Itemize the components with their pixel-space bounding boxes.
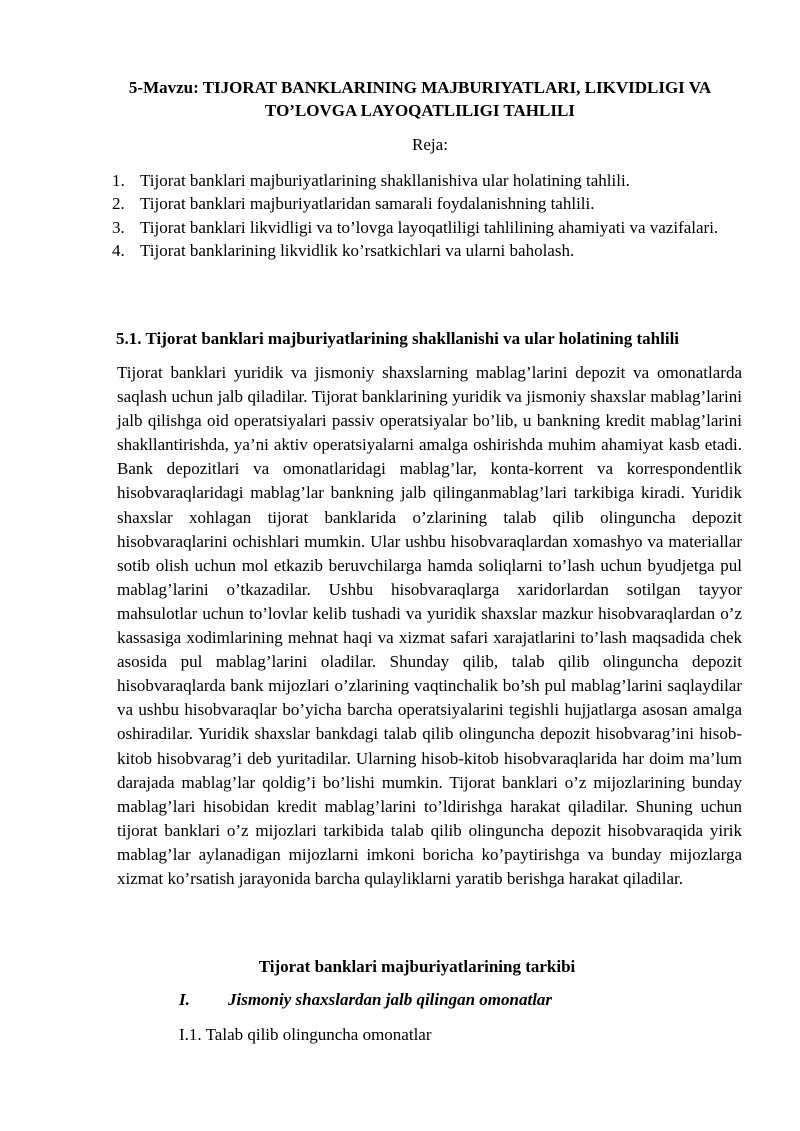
plan-list [112,169,742,263]
structure-item-number: I. [179,990,190,1009]
structure-subitem: I.1. Talab qilib olinguncha omonatlar [179,1025,432,1044]
plan-item [112,216,742,239]
plan-item-number: 4. [112,241,125,261]
plan-item-number: 2. [112,194,125,214]
plan-heading: Reja: [412,135,448,154]
document-title: 5-Mavzu: TIJORAT BANKLARINING MAJBURIYATLARI, LIKVIDLIGI VA TO’LOVGA LAYOQATLILIGI TAHLILI [128,78,712,120]
plan-item [112,192,742,215]
plan-item-text: Tijorat banklari likvidligi va to’lovga layoqatliligi tahlilining ahamiyati va vazifalari. [140,217,719,237]
plan-item-text: Tijorat banklari majburiyatlarining shakllanishiva ular holatining tahlili. [140,171,630,190]
plan-item [112,169,742,192]
section-heading: 5.1. Tijorat banklari majburiyatlarining shakllanishi va ular holatining tahlili [116,329,680,348]
plan-item-number: 1. [112,171,125,190]
structure-title: Tijorat banklari majburiyatlarining tarkibi [258,957,576,976]
structure-item-text: Jismoniy shaxslardan jalb qilingan omonatlar [228,990,553,1009]
structure-item [179,989,552,1011]
plan-item-text: Tijorat banklari majburiyatlaridan samarali foydalanishning tahlili. [140,194,595,214]
body-paragraph: Tijorat banklari yuridik va jismoniy shaxslarning mablag’larini depozit va omonatlarda saqlash uchun jalb qiladilar. Tijorat banklarining yuridik va jismoniy shaxslar mablag’larini jalb qilishga oid operatsiyalari passiv operatsiyalar bo’lib, u bankning kredit mablag’larini shakllantirishda, ya’ni aktiv operatsiyalarni amalga oshirishda muhim ahamiyat kasb etadi. Bank depozitlari va omonatlaridagi mablag’lar, konta-korrent va korrespondentlik hisobvaraqlaridagi mablag’lar bankning jalb qilinganmablag’lari tarkibiga kiradi. Yuridik shaxslar xohlagan tijorat banklarida o’zlarining talab qilib olinguncha depozit hisobvaraqlarini ochishlari mumkin. Ular ushbu hisobvaraqlardan xomashyo va materiallar sotib olish uchun mol etkazib beruvchilarga hamda soliqlarni to’lash uchun byudjetga pul mablag’larini o’tkazadilar. Ushbu hisobvaraqlarga xaridorlardan sotilgan tayyor mahsulotlar uchun to’lovlar kelib tushadi va yuridik shaxslar mazkur hisobvaraqlardan o’z kassasiga xodimlarining mehnat haqi va xizmat safari xarajatlarini to’lash maqsadida chek asosida pul mablag’larini oladilar. Shunday qilib, talab qilib olinguncha depozit hisobvaraqlarda bank mijozlari o’zlarining vaqtinchalik bo’sh pul mablag’larini saqlaydilar va ushbu hisobvaraqlar bo’yicha barcha operatsiyalarini tegishli hujjatlarga asosan amalga oshiradilar. Yuridik shaxslar bankdagi talab qilib olinguncha depozit hisobvarag’ini hisob-kitob hisobvarag’i deb yuritadilar. Ularning hisob-kitob hisobvaraqlarida har doim ma’lum darajada mablag’lar qoldig’i bo’lishi mumkin. Tijorat banklari o’z mijozlarining bunday mablag’lari hisobidan kredit mablag’larini to’ldirishga harakat qiladilar. Shuning uchun tijorat banklari o’z mijozlari tarkibida talab qilib olinguncha depozit hisobvaraqida yirik mablag’lar aylanadigan mijozlarni imkoni boricha ko’paytirishga va bunday mijozlarga xizmat ko’rsatish jarayonida barcha qulayliklarni yaratib berishga harakat qiladilar. [117,363,742,888]
plan-item-text: Tijorat banklarining likvidlik ko’rsatkichlari va ularni baholash. [140,241,575,261]
plan-item-number: 3. [112,217,125,237]
plan-item [112,239,742,262]
